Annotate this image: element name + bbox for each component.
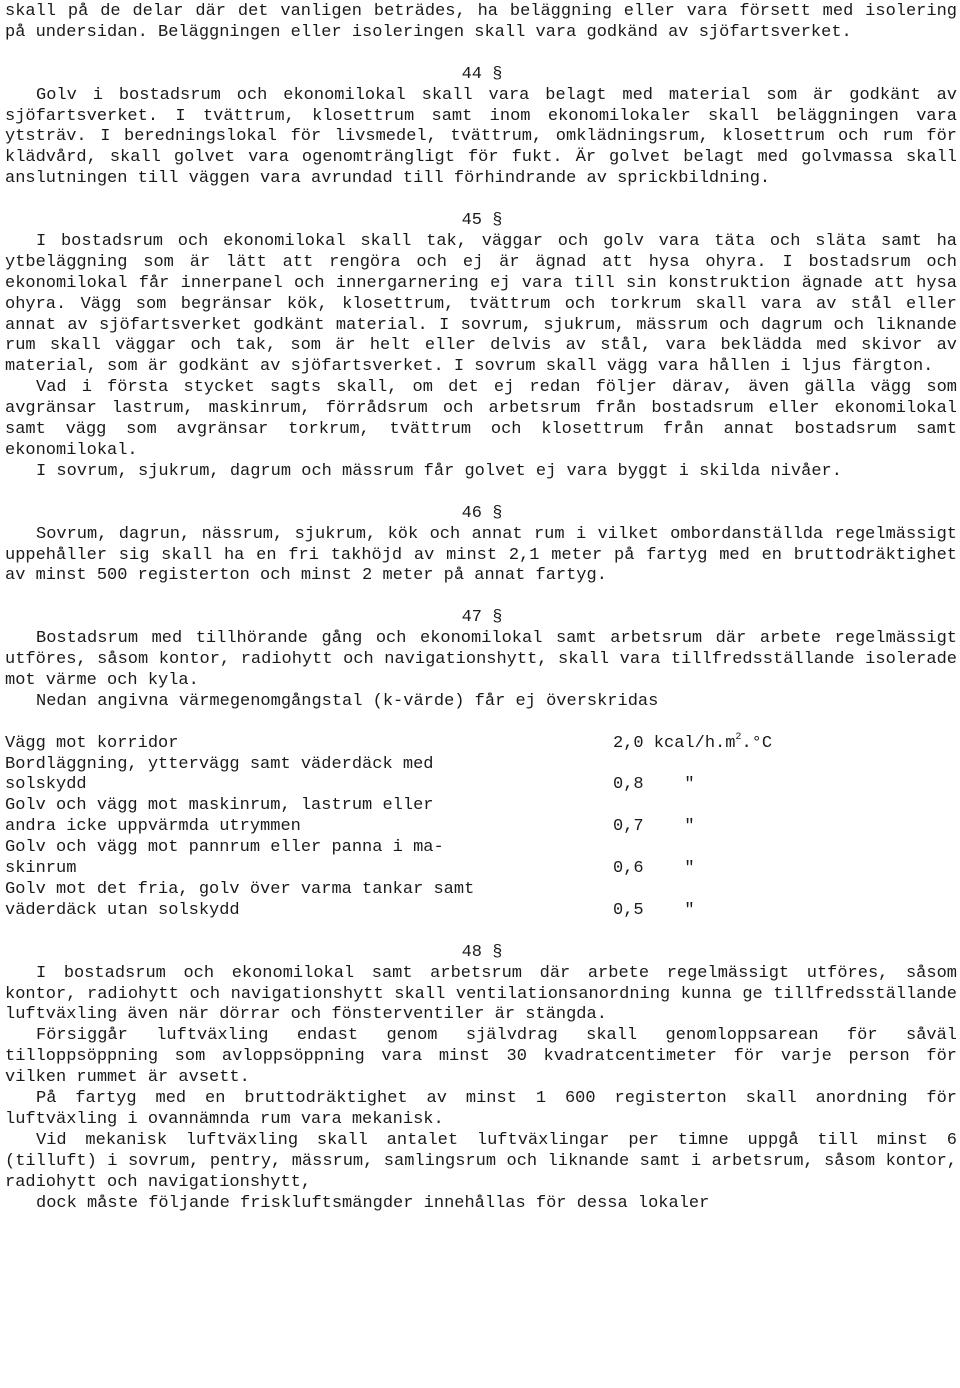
table-row-label <box>5 796 613 838</box>
section-47-paragraph-2: Nedan angivna värmegenomgångstal (k-värde) får ej överskridas <box>36 691 659 711</box>
section-47-paragraph-1: Bostadsrum med tillhörande gång och ekonomilokal samt arbetsrum där arbete regelmässigt utföres, såsom kontor, radiohytt och navigationshytt, skall vara tillfredsställande isolerade mot värme och kyla. <box>5 629 957 690</box>
label-line: andra icke uppvärmda utrymmen <box>5 817 301 837</box>
section-48-paragraph-1: I bostadsrum och ekonomilokal samt arbetsrum där arbete regelmässigt utföres, såsom kontor, radiohytt och navigationshytt skall ventilationsanordning kunna ge tillfredsställande luftväxling även när dörrar och fönsterventiler är stängda. <box>5 963 957 1025</box>
section-47-heading <box>5 608 957 629</box>
table-row-label <box>5 880 613 922</box>
label-line: solskydd <box>5 775 87 795</box>
section-number: 44 § <box>461 64 503 84</box>
section-number: 46 § <box>461 503 503 523</box>
section-44-heading <box>5 65 957 86</box>
table-row <box>5 755 957 797</box>
label-line: Vägg mot korridor <box>5 733 179 753</box>
value-text: 2,0 kcal/h.m <box>613 733 736 753</box>
section-number: 45 § <box>461 211 503 231</box>
table-row <box>5 880 957 922</box>
label-line: Golv och vägg mot maskinrum, lastrum eller <box>5 796 434 816</box>
section-44-paragraph-1: Golv i bostadsrum och ekonomilokal skall vara belagt med material som är godkänt av sjöfartsverket. I tvättrum, klosettrum samt inom ekonomilokaler skall beläggningen vara ytsträv. I beredningslokal för livsmedel, tvättrum, omklädningsrum, klosettrum och rum för klädvård, skall golvet vara ogenomträngligt för fukt. Är golvet belagt med golvmassa skall anslutningen till väggen vara avrundad till förhindrande av sprickbildning. <box>5 85 957 189</box>
document-page <box>5 2 957 1214</box>
section-45-heading <box>5 211 957 232</box>
section-48-paragraph-4: Vid mekanisk luftväxling skall antalet luftväxlingar per timne uppgå till minst 6 (tilluft) i sovrum, pentry, mässrum, samlingsrum och liknande samt i arbetsrum, såsom kontor, radiohytt och navigationshytt, <box>5 1130 957 1192</box>
label-line: Golv mot det fria, golv över varma tankar samt <box>5 879 475 899</box>
section-46-paragraph-1: Sovrum, dagrun, nässrum, sjukrum, kök och annat rum i vilket ombordanställda regelmässigt uppehåller sig skall ha en fri takhöjd av minst 2,1 meter på fartyg med en bruttodräktighet av minst 500 registerton och minst 2 meter på annat fartyg. <box>5 524 957 586</box>
table-row-value: 0,8 " <box>613 775 695 795</box>
table-row-value <box>613 731 957 755</box>
label-line: skinrum <box>5 859 77 879</box>
section-45-paragraph-1: I bostadsrum och ekonomilokal skall tak, väggar och golv vara täta och släta samt ha ytbeläggning som är lätt att rengöra och ej är ägnad att hysa ohyra. I bostadsrum och ekonomilokal får innerpanel och innergarnering ej vara till sin konstruktion ägnade att hysa ohyra. Vägg som begränsar kök, klosettrum, tvättrum och torkrum skall vara av stål eller annat av sjöfartsverket godkänt material. I sovrum, sjukrum, mässrum och dagrum och liknande rum skall väggar och tak, som är helt eller delvis av stål, vara beklädda med skivor av material, som är godkänt av sjöfartsverket. I sovrum skall vägg vara hållen i ljus färgton. <box>5 231 957 377</box>
section-48-heading <box>5 943 957 964</box>
table-row <box>5 734 957 755</box>
spacer <box>5 483 957 504</box>
section-45-paragraph-3: I sovrum, sjukrum, dagrum och mässrum får golvet ej vara byggt i skilda nivåer. <box>36 461 842 481</box>
value-unit-tail: .°C <box>741 733 773 753</box>
section-45-paragraph-2: Vad i första stycket sagts skall, om det ej redan följer därav, även gälla vägg som avgränsar lastrum, maskinrum, förrådsrum och arbetsrum från bostadsrum eller ekonomilokal samt vägg som avgränsar torkrum, tvättrum och klosettrum från annat bostadsrum samt ekonomilokal. <box>5 378 957 460</box>
intro-paragraph: skall på de delar där det vanligen beträdes, ha beläggning eller vara försett med isolering på undersidan. Beläggningen eller isoleringen skall vara godkänd av sjöfartsverket. <box>5 2 957 42</box>
table-row-value: 0,5 " <box>613 900 695 920</box>
label-line: Bordläggning, yttervägg samt väderdäck med <box>5 754 434 774</box>
table-row-value: 0,7 " <box>613 817 695 837</box>
table-row <box>5 796 957 838</box>
table-row <box>5 838 957 880</box>
label-line: Golv och vägg mot pannrum eller panna i ma- <box>5 838 444 858</box>
table-row-label <box>5 755 613 797</box>
section-48-paragraph-3: På fartyg med en bruttodräktighet av minst 1 600 registerton skall anordning för luftväxling i ovannämnda rum vara mekanisk. <box>5 1089 957 1129</box>
section-number: 47 § <box>461 608 503 628</box>
section-48-paragraph-2: Försiggår luftväxling endast genom självdrag skall genomloppsarean för såväl tilloppsöppning som avloppsöppning vara minst 30 kvadratcentimeter för varje person för vilken rummet är avsett. <box>5 1026 957 1088</box>
section-46-heading <box>5 504 957 525</box>
table-row-value: 0,6 " <box>613 859 695 879</box>
k-value-table <box>5 731 957 922</box>
spacer <box>5 713 957 734</box>
table-row-label <box>5 734 613 755</box>
value-superscript: 2 <box>735 731 742 743</box>
section-48-paragraph-5: dock måste följande friskluftsmängder innehållas för dessa lokaler <box>36 1193 710 1213</box>
section-number: 48 § <box>461 942 503 962</box>
table-row-label <box>5 838 613 880</box>
label-line: väderdäck utan solskydd <box>5 900 240 920</box>
